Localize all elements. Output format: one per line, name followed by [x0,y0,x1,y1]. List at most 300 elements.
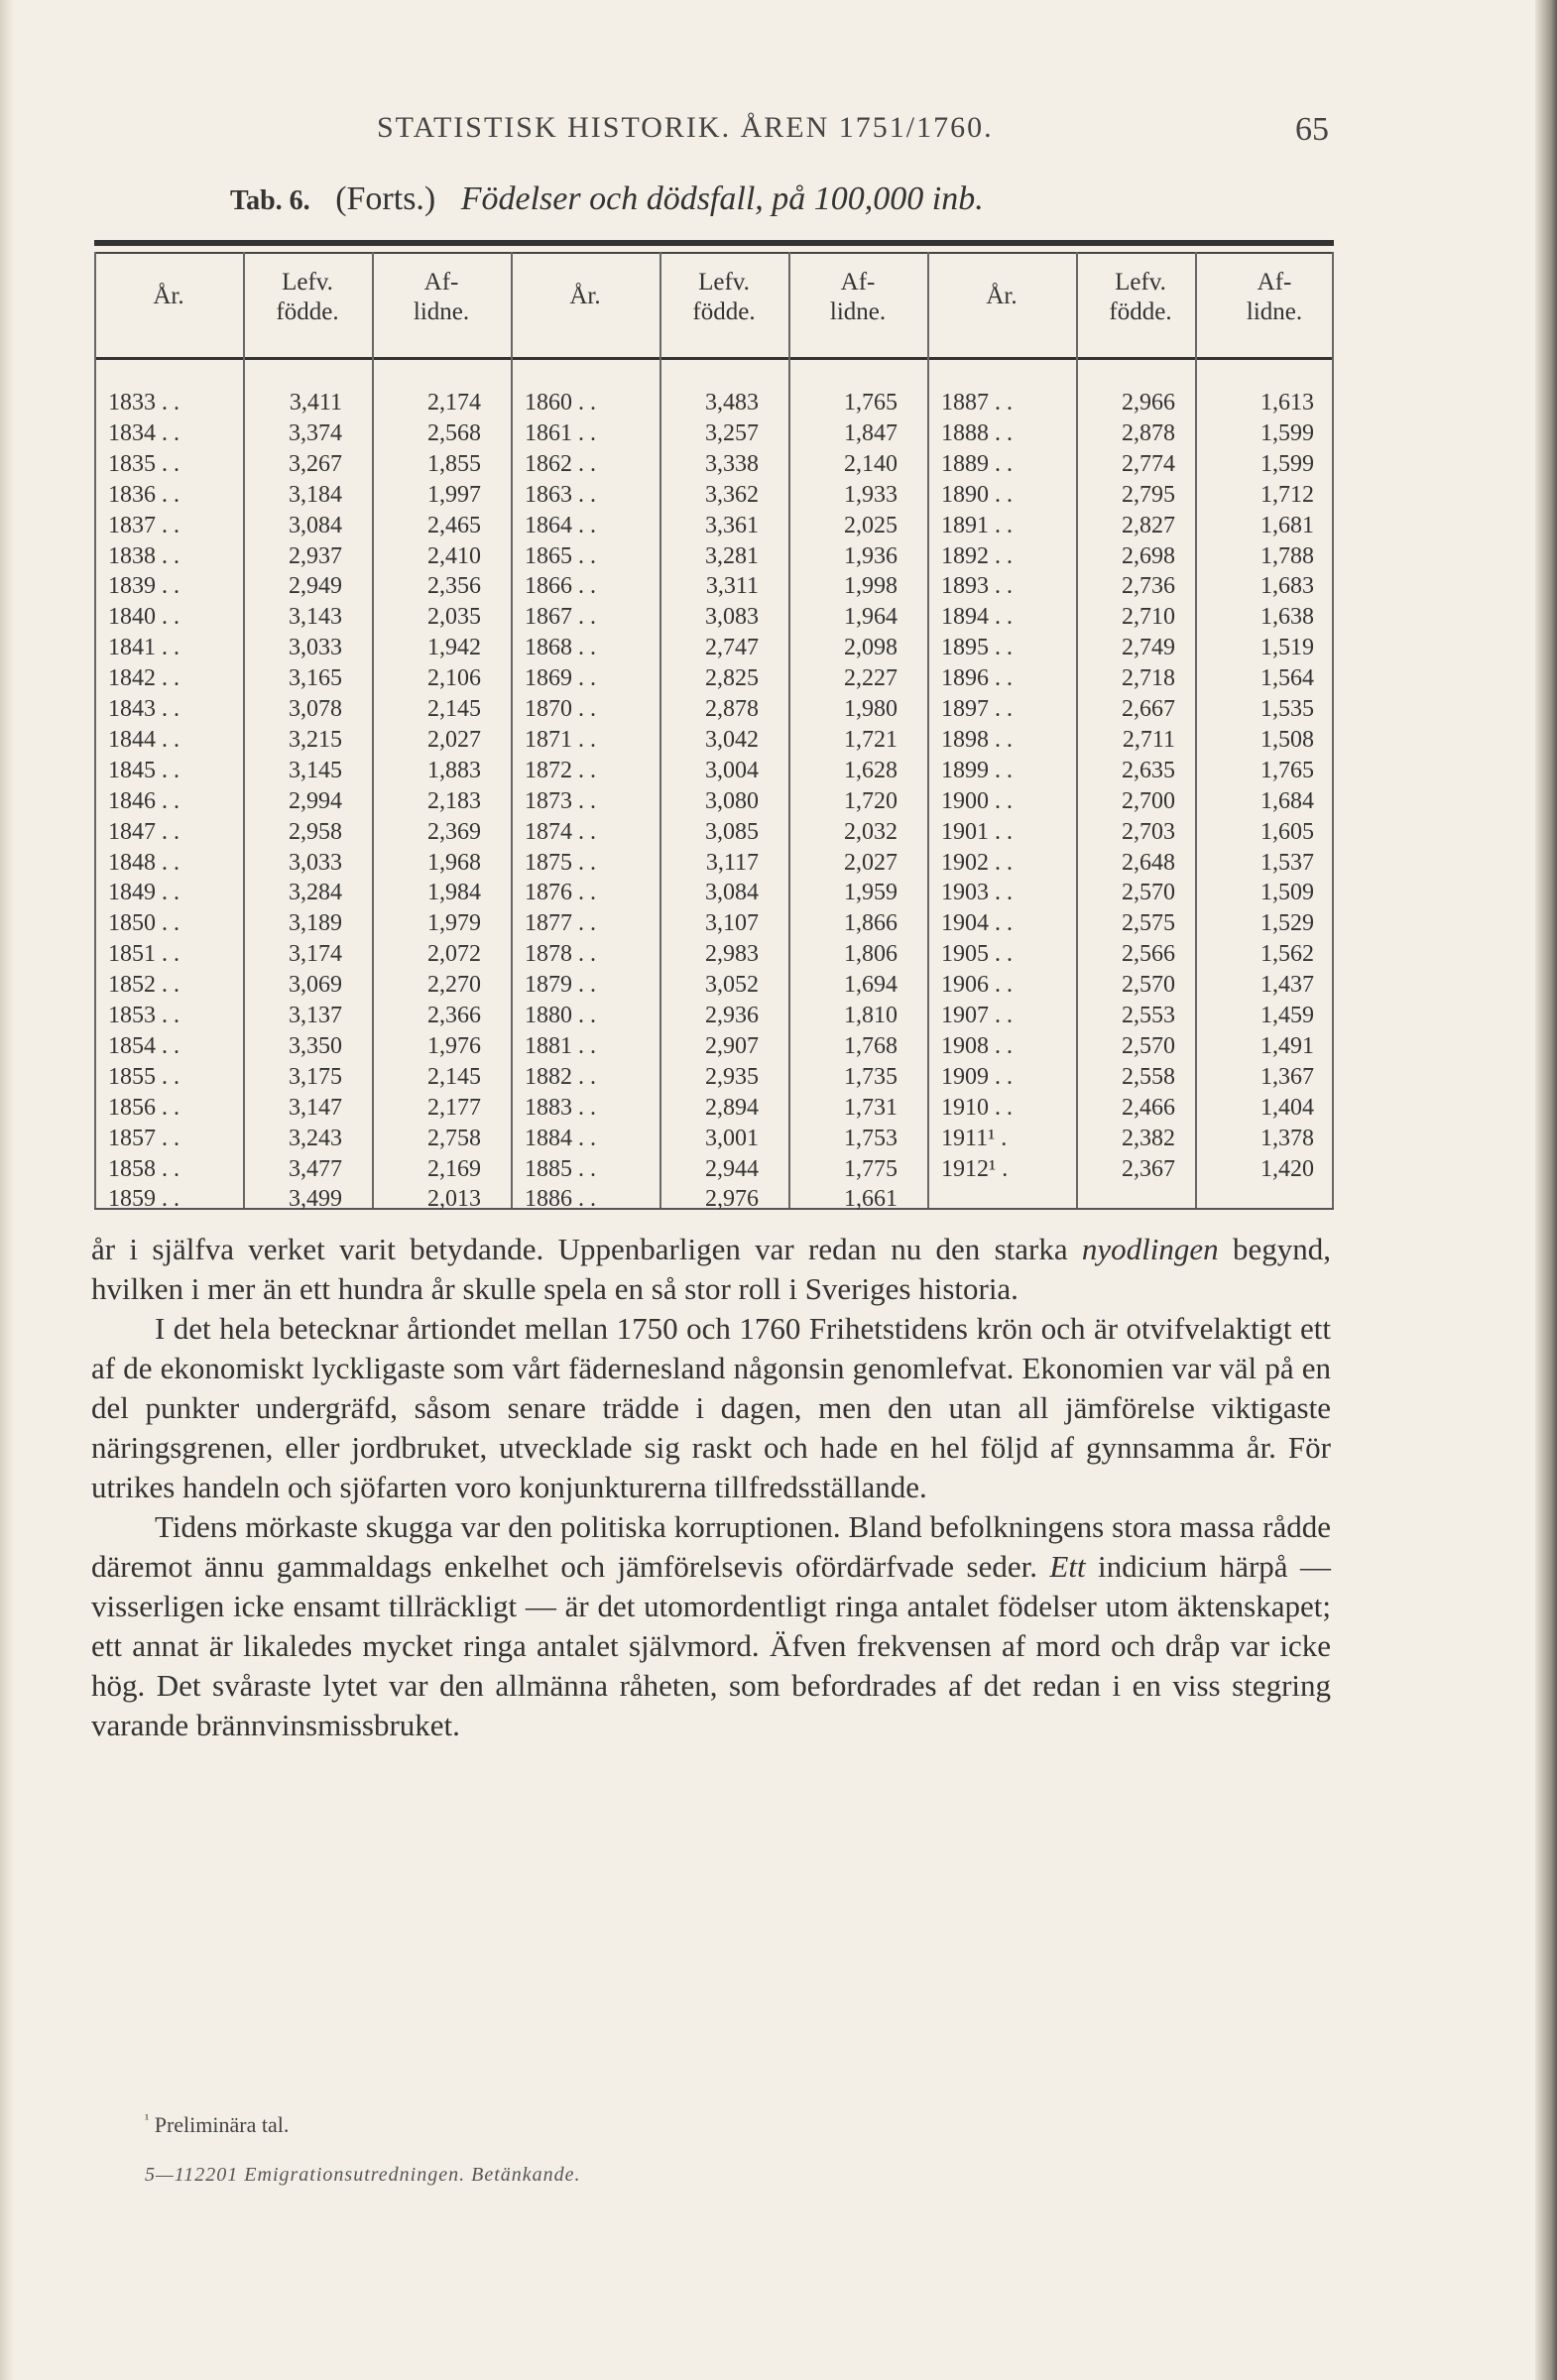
table-row [927,969,1344,1001]
cell-year: 1857 . . [108,1125,180,1151]
cell-died: 2,174 [427,390,481,416]
cell-year: 1840 . . [108,604,180,631]
cell-died: 2,410 [427,542,481,569]
cell-year: 1906 . . [941,972,1013,999]
cell-born: 2,710 [1122,604,1175,631]
cell-died: 1,721 [844,726,898,753]
cell-born: 3,085 [705,818,759,845]
table-row [511,693,927,725]
cell-year: 1872 . . [525,757,596,783]
table-row [511,877,927,908]
cell-year: 1897 . . [941,696,1013,722]
cell-born: 3,165 [289,665,342,692]
body-text [91,1230,1331,1745]
cell-born: 3,477 [289,1155,342,1182]
cell-born: 3,001 [705,1125,759,1151]
table-row [511,1000,927,1031]
table-row [927,693,1344,725]
column-header-born: Lefv. födde. [1109,269,1172,325]
cell-born: 2,711 [1122,726,1175,753]
cell-born: 2,749 [1122,635,1175,661]
cell-died: 1,638 [1260,604,1314,631]
cell-died: 1,537 [1260,849,1314,876]
cell-year: 1907 . . [941,1003,1013,1028]
cell-born: 2,827 [1122,512,1175,538]
cell-year: 1863 . . [525,481,596,508]
cell-died: 2,027 [427,726,481,753]
cell-died: 1,942 [427,635,481,661]
cell-born: 2,553 [1122,1003,1175,1028]
cell-died: 1,378 [1260,1125,1314,1151]
cell-year: 1874 . . [525,818,596,845]
cell-born: 2,825 [705,665,759,692]
cell-died: 1,681 [1260,512,1314,538]
print-code: 5—112201 Emigrationsutredningen. Betänkande. [145,2164,581,2186]
column-header-born: Lefv. födde. [692,269,756,325]
cell-born: 2,736 [1122,573,1175,600]
table-row [94,632,511,663]
cell-born: 2,747 [705,635,759,661]
table-row [511,387,927,418]
cell-year: 1846 . . [108,787,180,814]
cell-died: 1,459 [1260,1003,1314,1028]
cell-born: 2,994 [289,787,342,814]
cell-died: 2,169 [427,1155,481,1182]
table-row [511,1061,927,1093]
table-row [927,755,1344,786]
table-row [511,1153,927,1185]
cell-born: 2,936 [705,1003,759,1028]
table-row [94,724,511,756]
paragraph-3-italic: Ett [1049,1549,1086,1584]
cell-born: 3,137 [289,1003,342,1028]
cell-year: 1875 . . [525,849,596,876]
table-row [927,724,1344,756]
cell-died: 2,140 [844,450,898,477]
table-row [94,1092,511,1124]
table-row [511,1183,927,1215]
cell-died: 1,562 [1260,941,1314,968]
cell-year: 1834 . . [108,419,180,446]
cell-born: 3,143 [289,604,342,631]
cell-year: 1853 . . [108,1003,180,1028]
cell-died: 1,959 [844,880,898,906]
table-row [94,938,511,970]
table-row [927,570,1344,602]
cell-year: 1860 . . [525,390,596,416]
cell-born: 2,648 [1122,849,1175,876]
cell-born: 2,698 [1122,542,1175,569]
table-row [511,1030,927,1062]
cell-died: 2,145 [427,696,481,722]
table-row [94,570,511,602]
cell-year: 1876 . . [525,880,596,906]
table-row [511,479,927,511]
cell-year: 1866 . . [525,573,596,600]
paragraph-3-text-b: indicium härpå — visserligen icke ensamt tillräckligt — är det utomordentligt ringa antalet födelser utom äktenskapet; ett annat är likaledes mycket ringa antalet självmord. Äfven frekvensen af mord och dråp var icke hög. Det svåraste lytet var den allmänna råheten, som befordrades af det redan i en viss stegring varande brännvinsmissbruket. [91,1549,1331,1742]
table-row [927,662,1344,694]
table-row [511,1092,927,1124]
cell-year: 1868 . . [525,635,596,661]
cell-year: 1894 . . [941,604,1013,631]
cell-year: 1847 . . [108,818,180,845]
cell-died: 2,035 [427,604,481,631]
cell-died: 1,964 [844,604,898,631]
cell-year: 1896 . . [941,665,1013,692]
cell-died: 1,997 [427,481,481,508]
cell-died: 1,765 [844,390,898,416]
running-head [377,111,1329,148]
table-row [927,1030,1344,1062]
cell-year: 1899 . . [941,757,1013,783]
cell-year: 1836 . . [108,481,180,508]
table-row [927,847,1344,879]
table-label: Tab. 6. [230,185,310,216]
cell-died: 2,098 [844,635,898,661]
cell-year: 1877 . . [525,910,596,937]
cell-died: 1,712 [1260,481,1314,508]
cell-year: 1912¹ . [941,1155,1009,1182]
cell-died: 2,032 [844,818,898,845]
table-row [94,601,511,633]
cell-year: 1856 . . [108,1094,180,1121]
cell-born: 3,411 [289,390,342,416]
cell-born: 3,243 [289,1125,342,1151]
cell-year: 1842 . . [108,665,180,692]
cell-year: 1882 . . [525,1063,596,1090]
table-row [511,969,927,1001]
cell-year: 1873 . . [525,787,596,814]
cell-born: 3,145 [289,757,342,783]
table-row [927,1123,1344,1154]
cell-year: 1902 . . [941,849,1013,876]
cell-born: 2,878 [1122,419,1175,446]
table-row [927,601,1344,633]
cell-died: 1,847 [844,419,898,446]
table-row [511,938,927,970]
cell-born: 2,635 [1122,757,1175,783]
table-row [94,510,511,541]
cell-born: 2,774 [1122,450,1175,477]
table-row [94,479,511,511]
table-row [927,1092,1344,1124]
page-edge-left [0,0,14,2380]
cell-born: 3,175 [289,1063,342,1090]
paragraph-3 [91,1507,1331,1745]
table-row [511,907,927,939]
cell-year: 1869 . . [525,665,596,692]
paragraph-1 [91,1230,1331,1309]
cell-year: 1890 . . [941,481,1013,508]
footnote-marker: ¹ [145,2112,150,2128]
table-row [511,601,927,633]
cell-died: 1,753 [844,1125,898,1151]
cell-died: 2,027 [844,849,898,876]
cell-year: 1849 . . [108,880,180,906]
cell-born: 3,084 [289,512,342,538]
column-header-born: Lefv. födde. [276,269,339,325]
cell-year: 1903 . . [941,880,1013,906]
cell-died: 1,508 [1260,726,1314,753]
cell-died: 1,810 [844,1003,898,1028]
cell-born: 2,570 [1122,1032,1175,1059]
cell-year: 1837 . . [108,512,180,538]
cell-year: 1878 . . [525,941,596,968]
table-row [927,877,1344,908]
table-row [927,1000,1344,1031]
cell-born: 3,184 [289,481,342,508]
table-row [94,755,511,786]
cell-died: 2,025 [844,512,898,538]
cell-year: 1839 . . [108,573,180,600]
cell-year: 1865 . . [525,542,596,569]
column-header-died: Af- lidne. [829,269,887,325]
cell-died: 1,491 [1260,1032,1314,1059]
cell-died: 2,013 [427,1186,481,1213]
cell-died: 1,720 [844,787,898,814]
cell-died: 2,568 [427,419,481,446]
table-row [511,1123,927,1154]
paragraph-1-text-a: år i själfva verket varit betydande. Uppenbarligen var redan nu den starka [91,1232,1082,1266]
table-row [927,1061,1344,1093]
cell-died: 1,535 [1260,696,1314,722]
cell-year: 1867 . . [525,604,596,631]
cell-died: 1,775 [844,1155,898,1182]
cell-year: 1888 . . [941,419,1013,446]
cell-died: 1,731 [844,1094,898,1121]
cell-year: 1855 . . [108,1063,180,1090]
cell-born: 3,080 [705,787,759,814]
cell-year: 1884 . . [525,1125,596,1151]
cell-born: 3,281 [705,542,759,569]
table-row [94,387,511,418]
cell-year: 1885 . . [525,1155,596,1182]
table-row [927,540,1344,572]
table-row [94,1153,511,1185]
cell-year: 1845 . . [108,757,180,783]
cell-died: 2,183 [427,787,481,814]
table-row [511,417,927,449]
cell-died: 1,933 [844,481,898,508]
table-row [94,1061,511,1093]
cell-year: 1910 . . [941,1094,1013,1121]
cell-born: 3,117 [705,849,759,876]
cell-year: 1858 . . [108,1155,180,1182]
cell-born: 3,483 [705,390,759,416]
cell-born: 2,878 [705,696,759,722]
cell-died: 2,227 [844,665,898,692]
cell-died: 1,883 [427,757,481,783]
table-row [927,1153,1344,1185]
cell-died: 2,758 [427,1125,481,1151]
cell-year: 1854 . . [108,1032,180,1059]
cell-died: 1,735 [844,1063,898,1090]
cell-died: 2,270 [427,972,481,999]
cell-born: 3,174 [289,941,342,968]
cell-born: 3,257 [705,419,759,446]
cell-born: 3,267 [289,450,342,477]
cell-born: 2,367 [1122,1155,1175,1182]
cell-born: 3,084 [705,880,759,906]
cell-died: 1,968 [427,849,481,876]
cell-year: 1861 . . [525,419,596,446]
table-row [94,540,511,572]
cell-year: 1911¹ . [941,1125,1008,1151]
column-header-died: Af- lidne. [1246,269,1303,325]
cell-year: 1850 . . [108,910,180,937]
cell-born: 3,311 [705,573,759,600]
cell-year: 1841 . . [108,635,180,661]
paragraph-2: I det hela betecknar årtiondet mellan 1750 och 1760 Frihetstidens krön och är otvifvelaktigt ett af de ekonomiskt lyckligaste som vårt fädernesland någonsin genomlefvat. Ekonomien var väl på en del punkter undergräfd, såsom senare trädde i dagen, men den utan all jämförelse viktigaste näringsgrenen, eller jordbruket, utvecklade sig raskt och hade en hel följd af gynnsamma år. För utrikes handeln och sjöfarten voro konjunkturerna tillfredsställande. [91,1311,1331,1504]
cell-born: 2,575 [1122,910,1175,937]
cell-born: 3,284 [289,880,342,906]
cell-died: 1,599 [1260,419,1314,446]
cell-born: 3,362 [705,481,759,508]
cell-year: 1859 . . [108,1186,180,1213]
cell-year: 1889 . . [941,450,1013,477]
table-row [94,877,511,908]
cell-year: 1838 . . [108,542,180,569]
cell-born: 3,374 [289,419,342,446]
table-row [511,785,927,817]
cell-died: 1,980 [844,696,898,722]
running-title: STATISTISK HISTORIK. ÅREN 1751/1760. [377,111,994,144]
table-row [511,540,927,572]
cell-died: 2,145 [427,1063,481,1090]
cell-year: 1864 . . [525,512,596,538]
cell-born: 2,718 [1122,665,1175,692]
table-row [927,907,1344,939]
table-row [927,510,1344,541]
cell-died: 1,605 [1260,818,1314,845]
cell-year: 1901 . . [941,818,1013,845]
table-row [927,448,1344,480]
cell-died: 1,984 [427,880,481,906]
table-row [94,816,511,848]
cell-died: 2,072 [427,941,481,968]
paragraph-1-text-b: begynd, hvilken i mer än ett hundra år skulle spela en så stor roll i Sveriges historia. [91,1232,1331,1306]
cell-died: 1,628 [844,757,898,783]
table-row [94,907,511,939]
cell-year: 1833 . . [108,390,180,416]
cell-year: 1905 . . [941,941,1013,968]
cell-born: 2,570 [1122,972,1175,999]
cell-died: 1,998 [844,573,898,600]
table-title: Födelser och dödsfall, på 100,000 inb. [460,180,984,217]
cell-died: 1,855 [427,450,481,477]
cell-born: 3,189 [289,910,342,937]
cell-born: 2,976 [705,1186,759,1213]
cell-born: 3,078 [289,696,342,722]
cell-born: 2,566 [1122,941,1175,968]
footnote [145,2112,289,2138]
cell-born: 2,703 [1122,818,1175,845]
footnote-text: Preliminära tal. [154,2112,290,2137]
cell-born: 2,983 [705,941,759,968]
table-row [94,417,511,449]
table-row [511,632,927,663]
table-row [94,693,511,725]
cell-died: 1,866 [844,910,898,937]
cell-died: 1,437 [1260,972,1314,999]
table-row [511,570,927,602]
cell-year: 1835 . . [108,450,180,477]
table-row [511,510,927,541]
column-header-died: Af- lidne. [413,269,470,325]
cell-born: 3,083 [705,604,759,631]
cell-born: 2,894 [705,1094,759,1121]
table-row [511,847,927,879]
cell-born: 2,944 [705,1155,759,1182]
cell-died: 2,465 [427,512,481,538]
cell-born: 2,558 [1122,1063,1175,1090]
cell-died: 2,177 [427,1094,481,1121]
page-edge-right [1535,0,1557,2380]
cell-year: 1871 . . [525,726,596,753]
cell-died: 1,936 [844,542,898,569]
cell-died: 1,367 [1260,1063,1314,1090]
cell-year: 1848 . . [108,849,180,876]
cell-year: 1904 . . [941,910,1013,937]
cell-year: 1880 . . [525,1003,596,1028]
cell-died: 1,684 [1260,787,1314,814]
cell-born: 2,570 [1122,880,1175,906]
cell-died: 2,106 [427,665,481,692]
table-row [511,448,927,480]
cell-died: 1,420 [1260,1155,1314,1182]
table-row [94,662,511,694]
table-row [511,724,927,756]
cell-died: 1,519 [1260,635,1314,661]
cell-year: 1862 . . [525,450,596,477]
cell-born: 3,350 [289,1032,342,1059]
cell-died: 1,976 [427,1032,481,1059]
cell-died: 1,661 [844,1186,898,1213]
table-rule-header [94,357,1334,360]
cell-born: 3,499 [289,1186,342,1213]
cell-born: 2,935 [705,1063,759,1090]
statistics-table [94,240,1334,1212]
table-row [94,969,511,1001]
cell-born: 2,466 [1122,1094,1175,1121]
column-header-year: År. [986,283,1018,309]
cell-died: 2,356 [427,573,481,600]
cell-year: 1883 . . [525,1094,596,1121]
cell-died: 1,788 [1260,542,1314,569]
cell-died: 1,765 [1260,757,1314,783]
table-rule-top-thin [94,252,1334,254]
cell-born: 2,958 [289,818,342,845]
cell-born: 3,147 [289,1094,342,1121]
cell-born: 3,361 [705,512,759,538]
table-row [511,816,927,848]
table-row [511,755,927,786]
cell-born: 3,107 [705,910,759,937]
cell-died: 1,979 [427,910,481,937]
cell-born: 2,907 [705,1032,759,1059]
cell-born: 3,033 [289,849,342,876]
cell-year: 1895 . . [941,635,1013,661]
cell-born: 2,700 [1122,787,1175,814]
cell-year: 1843 . . [108,696,180,722]
cell-died: 1,404 [1260,1094,1314,1121]
cell-died: 1,768 [844,1032,898,1059]
page-number: 65 [1295,111,1329,148]
column-header-year: År. [153,283,184,309]
cell-born: 3,052 [705,972,759,999]
table-row [94,847,511,879]
table-row [94,1030,511,1062]
